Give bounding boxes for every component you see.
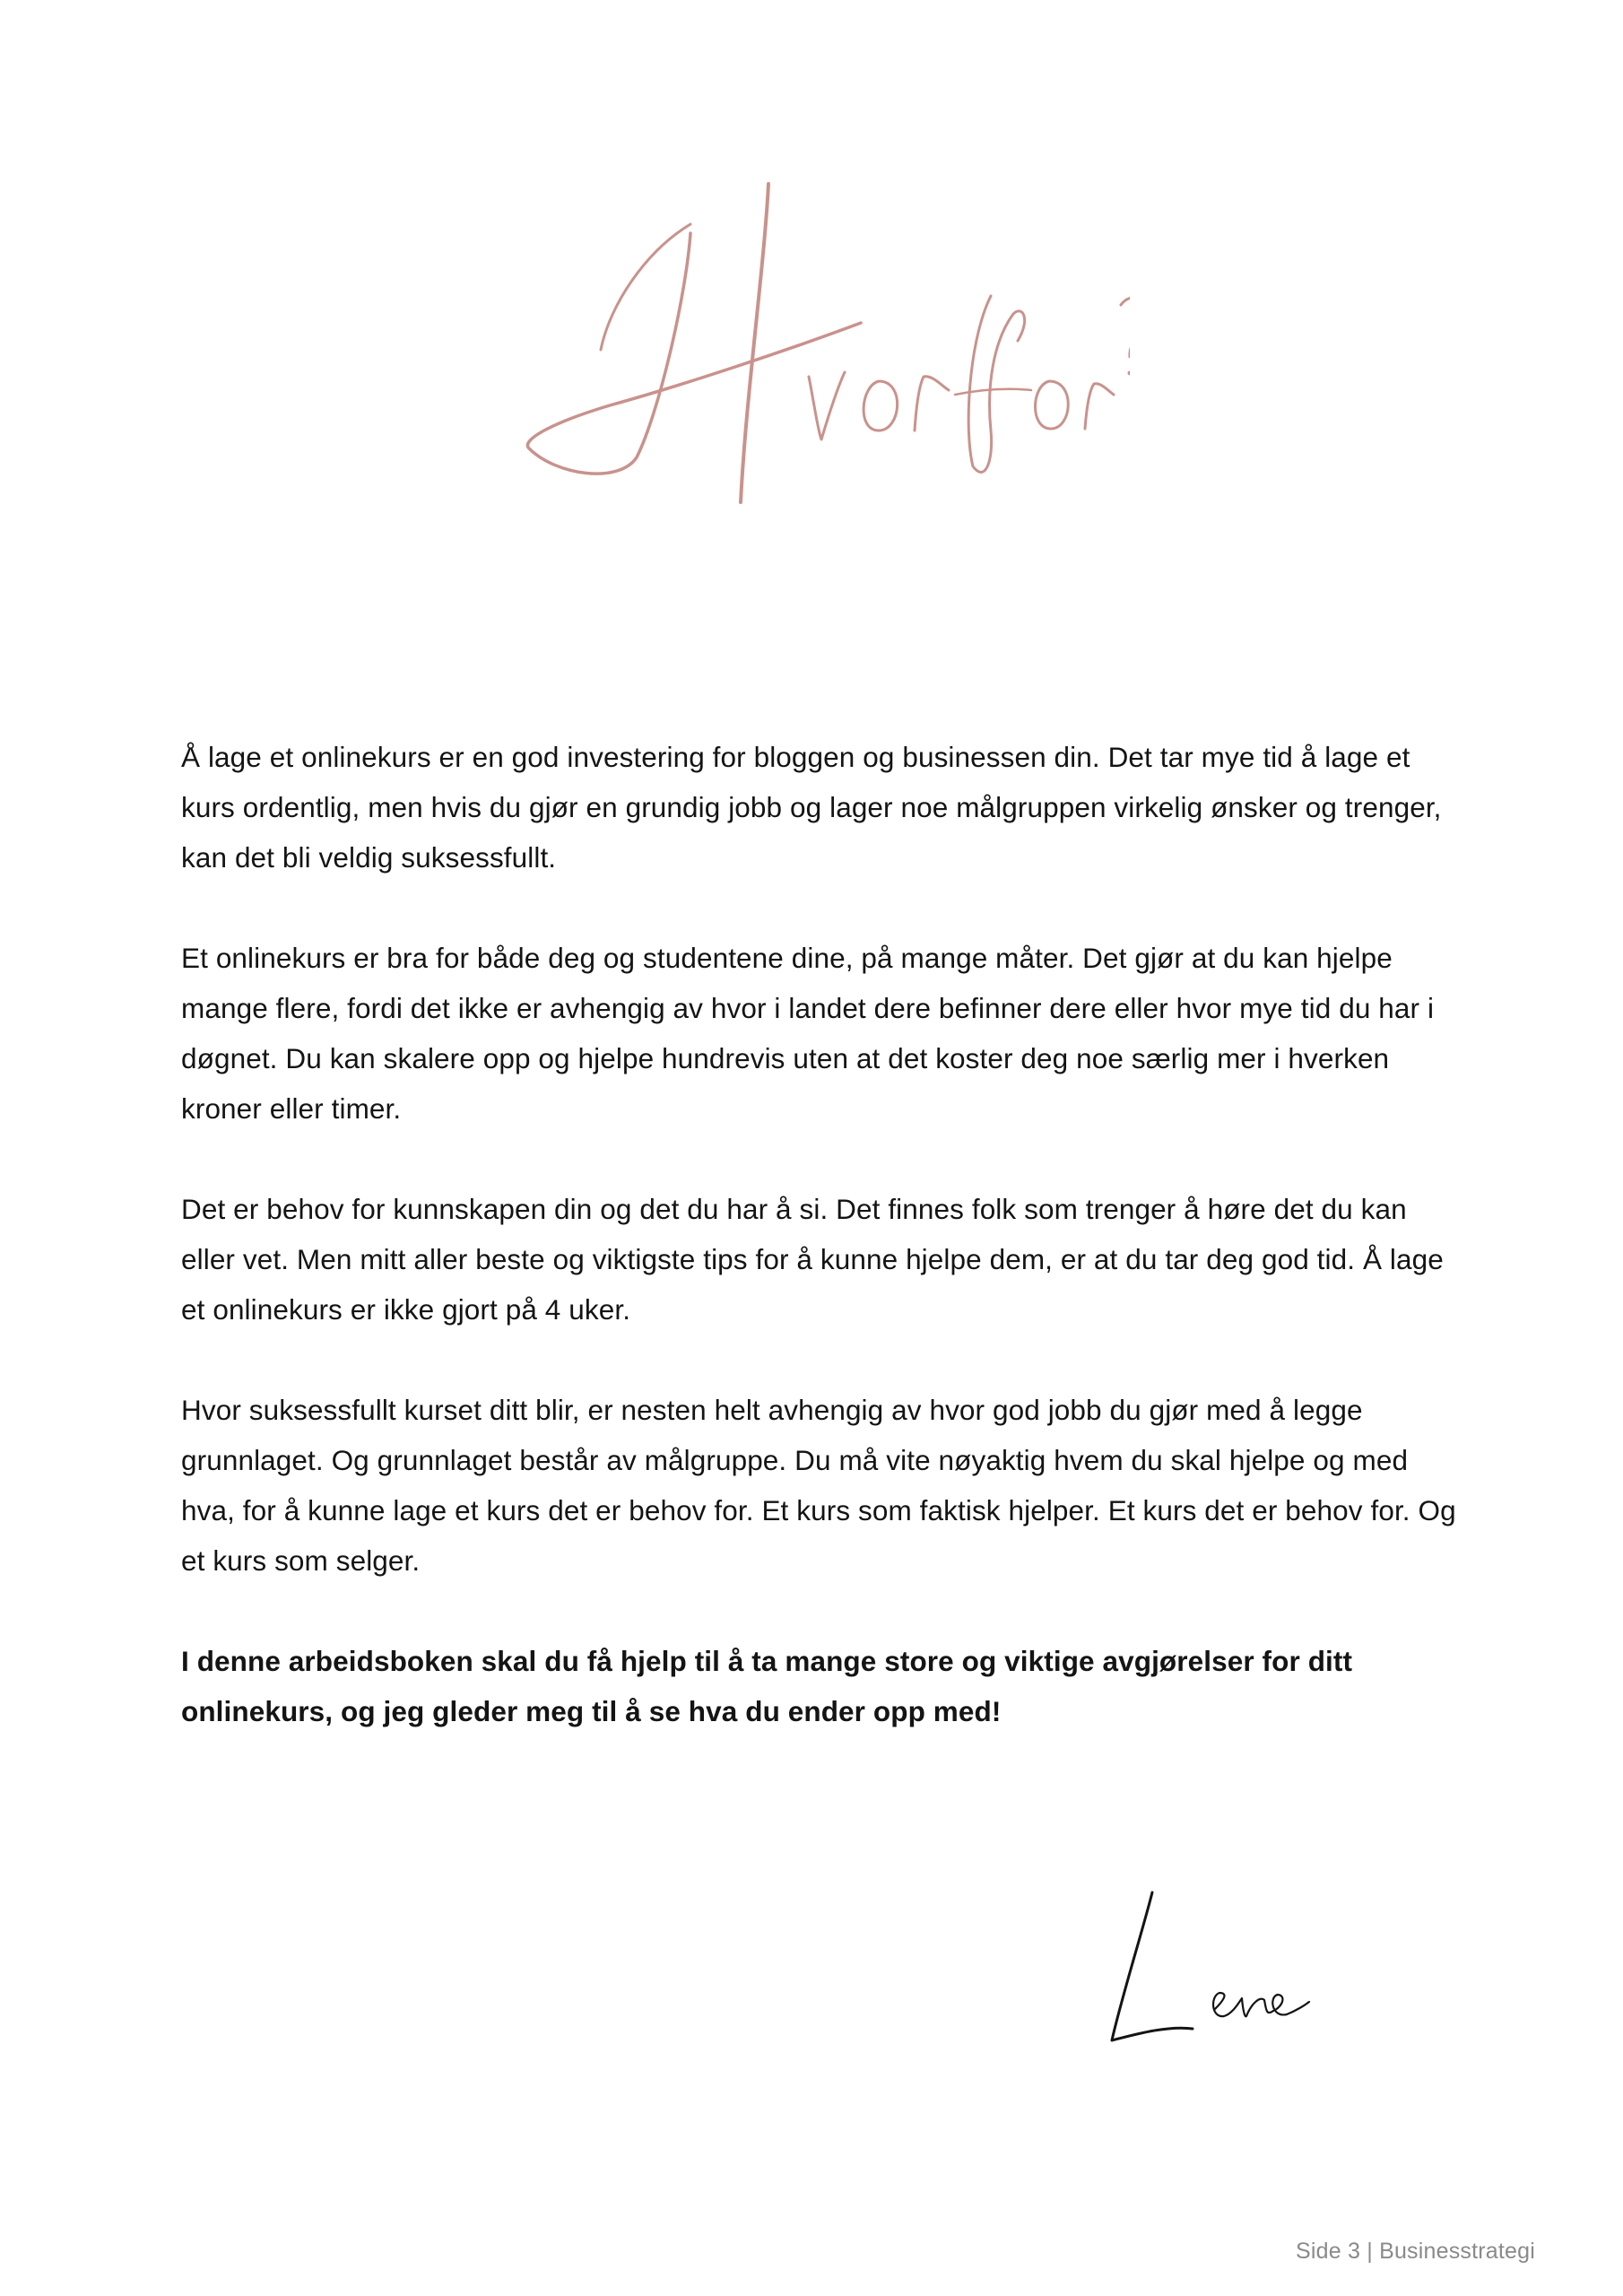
paragraph-1: Å lage et onlinekurs er en god investering for bloggen og businessen din. Det tar mye tid å lage et kurs ordentlig, men hvis du gjør en grundig jobb og lager noe målgruppen virkelig ønsker og trenger, kan det bli veldig suksessfullt. <box>181 741 1442 874</box>
paragraph-4: Hvor suksessfullt kurset ditt blir, er nesten helt avhengig av hvor god jobb du gjør med å legge grunnlaget. Og grunnlaget består av målgruppe. Du må vite nøyaktig hvem du skal hjelpe og med hva, for å kunne lage et kurs det er behov for. Et kurs som faktisk hjelper. Et kurs det er behov for. Og et kurs som selger. <box>181 1394 1456 1577</box>
page-title <box>502 161 1130 538</box>
page-footer: Side 3 | Businesstrategi <box>1296 2239 1535 2264</box>
script-title-graphic <box>502 161 1130 538</box>
paragraph-2: Et onlinekurs er bra for både deg og studentene dine, på mange måter. Det gjør at du kan hjelpe mange flere, fordi det ikke er avhengig av hvor i landet dere befinner dere eller hvor mye tid du har i døgnet. Du kan skalere opp og hjelpe hundrevis uten at det koster deg noe særlig mer i hverken kroner eller timer. <box>181 942 1435 1125</box>
signature-graphic <box>1094 1874 1327 2054</box>
paragraph-3: Det er behov for kunnskapen din og det du har å si. Det finnes folk som trenger å høre det du kan eller vet. Men mitt aller beste og viktigste tips for å kunne hjelpe dem, er at du tar deg god tid. Å lage et onlinekurs er ikke gjort på 4 uker. <box>181 1193 1444 1326</box>
closing-paragraph: I denne arbeidsboken skal du få hjelp til å ta mange store og viktige avgjørelser for ditt onlinekurs, og jeg gleder meg til å se hva du ender opp med! <box>181 1645 1353 1727</box>
body-text <box>181 732 1463 1787</box>
signature <box>1094 1874 1327 2054</box>
